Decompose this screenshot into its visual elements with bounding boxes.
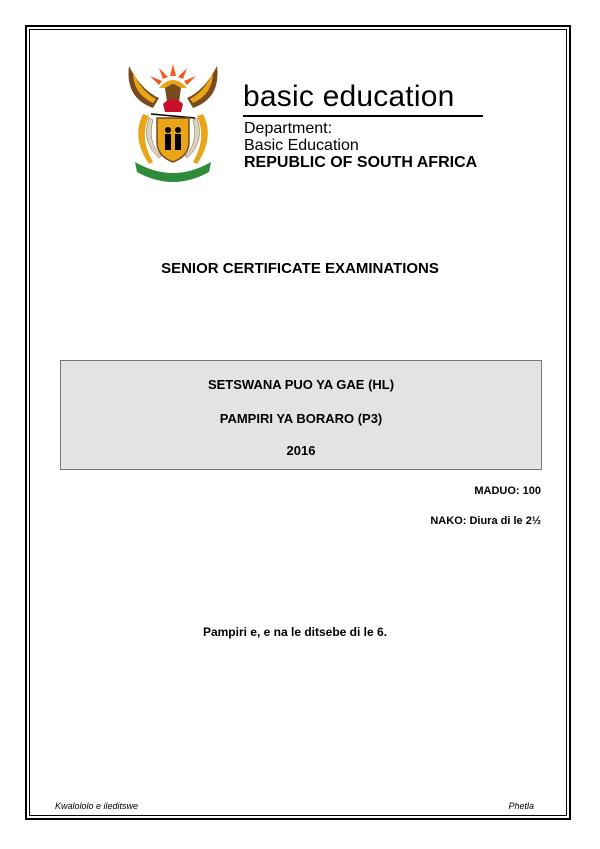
subject-box: [60, 360, 542, 470]
footer-copyright: Kwalololo e ileditswe: [55, 801, 139, 811]
page-count-note: Pampiri e, e na le ditsebe di le 6.: [202, 625, 388, 639]
department-label: Department:: [244, 120, 333, 137]
paper-name: PAMPIRI YA BORARO (P3): [219, 411, 383, 426]
country-name: REPUBLIC OF SOUTH AFRICA: [244, 154, 478, 171]
exam-title: SENIOR CERTIFICATE EXAMINATIONS: [161, 260, 439, 277]
motto-banner: [135, 162, 211, 182]
brand-underline: [243, 115, 483, 117]
protea-icon: [163, 99, 183, 112]
coat-of-arms-icon: [123, 58, 223, 182]
brand-name: basic education: [243, 80, 455, 113]
total-marks: MADUO: 100: [474, 485, 541, 497]
exam-year: 2016: [286, 443, 316, 458]
department-name: Basic Education: [244, 137, 359, 154]
shield-icon: [157, 118, 189, 162]
footer-turn-over: Phetla: [508, 801, 534, 811]
exam-duration: NAKO: Diura di le 2½: [430, 515, 541, 527]
subject-name: SETSWANA PUO YA GAE (HL): [207, 377, 395, 392]
